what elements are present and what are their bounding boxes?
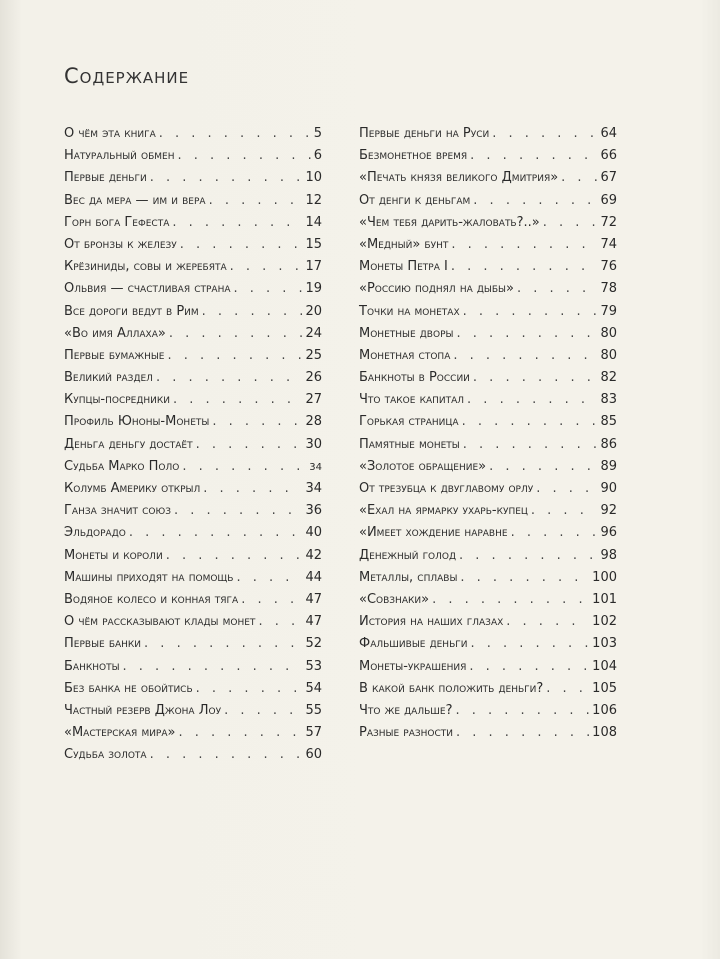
toc-entry-title: Частный резерв Джона Лоу bbox=[64, 702, 222, 718]
toc-dot-leader bbox=[456, 326, 597, 341]
toc-dot-leader bbox=[506, 614, 589, 629]
toc-dot-leader bbox=[224, 703, 302, 718]
toc-page-number: 44 bbox=[305, 569, 322, 585]
toc-page-number: 96 bbox=[600, 525, 617, 541]
toc-entry bbox=[64, 614, 322, 636]
toc-entry-title: Судьба Марко Поло bbox=[64, 458, 180, 474]
toc-page-number: 40 bbox=[305, 525, 322, 541]
toc-entry-title: История на наших глазах bbox=[359, 614, 504, 630]
toc-dot-leader bbox=[462, 414, 598, 429]
toc-entry bbox=[359, 193, 617, 215]
toc-page-number: 34 bbox=[309, 461, 322, 473]
toc-page-number: 78 bbox=[600, 281, 617, 297]
toc-page-number: 28 bbox=[305, 414, 322, 430]
toc-entry bbox=[64, 703, 322, 725]
toc-dot-leader bbox=[166, 548, 303, 563]
toc-page-number: 80 bbox=[600, 325, 617, 341]
toc-entry-title: «Во имя Аллаха» bbox=[64, 325, 166, 341]
toc-page-number: 34 bbox=[305, 481, 322, 496]
toc-entry bbox=[359, 481, 617, 503]
toc-page-number: 100 bbox=[592, 569, 617, 585]
toc-entry bbox=[64, 126, 322, 148]
toc-entry-title: Безмонетное время bbox=[359, 148, 468, 164]
toc-entry-title: Крёзиниды, совы и жеребята bbox=[64, 259, 227, 275]
toc-entry bbox=[359, 503, 617, 525]
toc-entry bbox=[359, 659, 617, 681]
toc-dot-leader bbox=[432, 592, 589, 607]
toc-dot-leader bbox=[156, 370, 303, 385]
toc-page-number: 26 bbox=[305, 370, 322, 386]
toc-dot-leader bbox=[159, 126, 311, 141]
toc-dot-leader bbox=[467, 392, 597, 407]
toc-entry bbox=[64, 281, 322, 303]
toc-entry bbox=[359, 548, 617, 570]
toc-dot-leader bbox=[236, 570, 302, 585]
toc-entry bbox=[64, 525, 322, 547]
toc-page-number: 98 bbox=[600, 547, 617, 563]
toc-entry-title: «Мастерская мира» bbox=[64, 725, 176, 741]
toc-entry-title: От денги к деньгам bbox=[359, 192, 471, 208]
toc-page-number: 102 bbox=[592, 614, 617, 630]
toc-dot-leader bbox=[169, 326, 303, 341]
toc-dot-leader bbox=[470, 148, 597, 163]
toc-entry bbox=[359, 614, 617, 636]
toc-dot-leader bbox=[258, 614, 302, 629]
toc-page-number: 106 bbox=[592, 702, 617, 718]
toc-entry bbox=[359, 636, 617, 658]
toc-entry bbox=[359, 570, 617, 592]
toc-entry bbox=[64, 636, 322, 658]
toc-dot-leader bbox=[150, 747, 303, 762]
toc-entry bbox=[64, 659, 322, 681]
toc-entry-title: Металлы, сплавы bbox=[359, 569, 458, 585]
toc-page-number: 19 bbox=[305, 281, 322, 297]
toc-page-number: 69 bbox=[600, 192, 617, 208]
toc-dot-leader bbox=[463, 304, 598, 319]
toc-entry bbox=[359, 681, 617, 703]
toc-dot-leader bbox=[473, 370, 598, 385]
toc-entry-title: Вес да мера — им и вера bbox=[64, 192, 206, 208]
toc-page-number: 54 bbox=[305, 680, 322, 696]
toc-entry bbox=[359, 592, 617, 614]
toc-entry-title: Первые деньги bbox=[64, 170, 147, 186]
toc-entry bbox=[64, 259, 322, 281]
toc-dot-leader bbox=[241, 592, 302, 607]
toc-dot-leader bbox=[209, 193, 303, 208]
toc-entry-title: Судьба золота bbox=[64, 747, 147, 763]
toc-dot-leader bbox=[196, 681, 303, 696]
toc-dot-leader bbox=[492, 126, 597, 141]
toc-dot-leader bbox=[531, 503, 598, 518]
toc-entry-title: Машины приходят на помощь bbox=[64, 569, 234, 585]
toc-entry bbox=[359, 459, 617, 481]
toc-entry bbox=[64, 570, 322, 592]
toc-entry-title: Первые деньги на Руси bbox=[359, 126, 490, 141]
toc-page-number: 42 bbox=[305, 547, 322, 563]
toc-entry bbox=[359, 281, 617, 303]
toc-entry bbox=[359, 414, 617, 436]
toc-entry-title: Банкноты в России bbox=[359, 370, 470, 386]
toc-dot-leader bbox=[172, 215, 302, 230]
toc-entry bbox=[359, 392, 617, 414]
toc-page-number: 108 bbox=[592, 725, 617, 741]
toc-entry-title: «Совзнаки» bbox=[359, 591, 430, 607]
toc-entry bbox=[64, 326, 322, 348]
toc-dot-leader bbox=[517, 281, 598, 296]
toc-page-number: 57 bbox=[305, 725, 322, 741]
toc-entry-title: «Чем тебя дарить-жаловать?..» bbox=[359, 214, 540, 230]
toc-dot-leader bbox=[203, 481, 302, 496]
toc-dot-leader bbox=[455, 703, 589, 718]
toc-entry-title: Горькая страница bbox=[359, 414, 459, 430]
toc-page-number: 52 bbox=[305, 636, 322, 652]
toc-dot-leader bbox=[168, 348, 303, 363]
toc-entry-title: В какой банк положить деньги? bbox=[359, 680, 544, 696]
toc-entry-title: Деньга деньгу достаёт bbox=[64, 436, 193, 452]
toc-entry bbox=[64, 481, 322, 503]
toc-dot-leader bbox=[178, 725, 302, 740]
toc-page-number: 105 bbox=[592, 680, 617, 696]
toc-entry bbox=[359, 237, 617, 259]
toc-page-number: 104 bbox=[592, 658, 617, 674]
toc-entry-title: Монеты и короли bbox=[64, 547, 163, 563]
toc-entry-title: «Ехал на ярмарку ухарь-купец bbox=[359, 503, 528, 519]
toc-entry bbox=[359, 348, 617, 370]
toc-entry-title: От бронзы к железу bbox=[64, 236, 177, 252]
toc-page-number: 67 bbox=[600, 170, 617, 186]
toc-entry bbox=[359, 126, 617, 148]
toc-dot-leader bbox=[150, 170, 303, 185]
toc-dot-leader bbox=[178, 148, 311, 163]
toc-entry bbox=[359, 525, 617, 547]
toc-dot-leader bbox=[561, 170, 597, 185]
toc-entry bbox=[64, 170, 322, 192]
toc-page-number: 101 bbox=[592, 591, 617, 607]
toc-entry bbox=[359, 215, 617, 237]
toc-entry-title: Разные разности bbox=[359, 725, 454, 741]
toc-entry-title: От трезубца к двуглавому орлу bbox=[359, 481, 534, 496]
toc-page-number: 60 bbox=[305, 747, 322, 763]
toc-page-number: 83 bbox=[600, 392, 617, 408]
toc-entry bbox=[64, 592, 322, 614]
toc-dot-leader bbox=[511, 525, 598, 540]
toc-page-number: 12 bbox=[305, 192, 322, 208]
toc-entry-title: Банкноты bbox=[64, 658, 120, 674]
toc-dot-leader bbox=[144, 636, 302, 651]
toc-entry bbox=[64, 681, 322, 703]
toc-page-number: 72 bbox=[600, 214, 617, 230]
toc-dot-leader bbox=[469, 659, 589, 674]
toc-entry-title: Натуральный обмен bbox=[64, 148, 175, 164]
toc-entry-title: «Печать князя великого Дмитрия» bbox=[359, 170, 559, 186]
toc-page-number: 36 bbox=[305, 503, 322, 519]
toc-dot-leader bbox=[202, 304, 303, 319]
toc-entry-title: Фальшивые деньги bbox=[359, 636, 468, 652]
toc-entry-title: Водяное колесо и конная тяга bbox=[64, 591, 239, 607]
toc-entry-title: «Россию поднял на дыбы» bbox=[359, 281, 514, 297]
toc-right-column bbox=[359, 126, 617, 747]
toc-page-number: 89 bbox=[600, 458, 617, 474]
toc-page-number: 47 bbox=[305, 614, 322, 630]
toc-entry bbox=[359, 725, 617, 747]
toc-entry-title: Колумб Америку открыл bbox=[64, 481, 201, 496]
toc-dot-leader bbox=[234, 281, 303, 296]
toc-dot-leader bbox=[459, 548, 597, 563]
toc-entry bbox=[359, 437, 617, 459]
toc-dot-leader bbox=[212, 414, 302, 429]
toc-entry bbox=[64, 459, 322, 481]
toc-page-number: 85 bbox=[600, 414, 617, 430]
toc-dot-leader bbox=[453, 348, 597, 363]
toc-dot-leader bbox=[456, 725, 589, 740]
toc-dot-leader bbox=[543, 215, 598, 230]
toc-entry bbox=[64, 747, 322, 769]
toc-entry bbox=[64, 503, 322, 525]
toc-page-number: 103 bbox=[592, 636, 617, 652]
toc-dot-leader bbox=[173, 392, 302, 407]
toc-page-number: 92 bbox=[600, 503, 617, 519]
toc-dot-leader bbox=[129, 525, 303, 540]
toc-entry bbox=[64, 392, 322, 414]
toc-entry-title: Купцы-посредники bbox=[64, 392, 171, 408]
toc-dot-leader bbox=[174, 503, 302, 518]
toc-entry-title: Что же дальше? bbox=[359, 702, 453, 718]
toc-page-number: 25 bbox=[305, 347, 322, 363]
toc-entry-title: «Медный» бунт bbox=[359, 236, 449, 252]
toc-page-number: 10 bbox=[305, 170, 322, 186]
toc-page-number: 76 bbox=[600, 259, 617, 275]
toc-entry bbox=[64, 548, 322, 570]
toc-entry bbox=[64, 148, 322, 170]
toc-entry bbox=[64, 348, 322, 370]
toc-page-number: 14 bbox=[305, 214, 322, 230]
toc-entry-title: Памятные монеты bbox=[359, 436, 460, 452]
toc-dot-leader bbox=[230, 259, 303, 274]
toc-page-number: 47 bbox=[305, 591, 322, 607]
toc-entry bbox=[359, 170, 617, 192]
toc-entry-title: Что такое капитал bbox=[359, 392, 465, 408]
toc-page-number: 30 bbox=[305, 436, 322, 452]
toc-page-number: 53 bbox=[305, 658, 322, 674]
toc-left-column bbox=[64, 126, 322, 769]
toc-dot-leader bbox=[460, 570, 589, 585]
toc-entry bbox=[64, 414, 322, 436]
toc-entry-title: Все дороги ведут в Рим bbox=[64, 303, 199, 319]
toc-entry-title: Первые банки bbox=[64, 636, 142, 652]
toc-entry bbox=[359, 370, 617, 392]
toc-entry bbox=[64, 304, 322, 326]
toc-entry bbox=[64, 437, 322, 459]
toc-entry-title: Монетные дворы bbox=[359, 325, 454, 341]
toc-entry-title: Точки на монетах bbox=[359, 303, 460, 319]
toc-entry-title: Первые бумажные bbox=[64, 347, 165, 363]
toc-entry-title: «Имеет хождение наравне bbox=[359, 525, 508, 541]
toc-dot-leader bbox=[470, 636, 589, 651]
toc-page-number: 24 bbox=[305, 325, 322, 341]
toc-dot-leader bbox=[473, 193, 597, 208]
toc-entry-title: Монеты-украшения bbox=[359, 658, 467, 674]
page-title: Содержание bbox=[64, 64, 190, 88]
toc-entry-title: Горн бога Гефеста bbox=[64, 214, 170, 230]
toc-entry-title: Великий раздел bbox=[64, 370, 153, 386]
toc-entry bbox=[359, 304, 617, 326]
toc-page-number: 27 bbox=[305, 392, 322, 408]
toc-dot-leader bbox=[123, 659, 303, 674]
toc-entry bbox=[359, 148, 617, 170]
toc-entry bbox=[359, 259, 617, 281]
toc-dot-leader bbox=[489, 459, 597, 474]
toc-entry-title: О чём рассказывают клады монет bbox=[64, 614, 256, 630]
toc-dot-leader bbox=[451, 237, 597, 252]
toc-entry-title: Профиль Юноны-Монеты bbox=[64, 414, 210, 430]
toc-dot-leader bbox=[451, 259, 598, 274]
toc-page-number: 64 bbox=[600, 126, 617, 141]
toc-page-number: 55 bbox=[305, 702, 322, 718]
toc-dot-leader bbox=[546, 681, 589, 696]
toc-page-number: 5 bbox=[313, 126, 322, 141]
toc-entry bbox=[64, 237, 322, 259]
toc-entry-title: Ольвия — счастливая страна bbox=[64, 281, 231, 297]
toc-entry-title: О чём эта книга bbox=[64, 126, 156, 141]
toc-entry bbox=[64, 370, 322, 392]
toc-page-number: 66 bbox=[600, 148, 617, 164]
toc-page-number: 80 bbox=[600, 347, 617, 363]
toc-dot-leader bbox=[196, 437, 303, 452]
toc-dot-leader bbox=[180, 237, 303, 252]
toc-page-number: 90 bbox=[600, 481, 617, 496]
toc-dot-leader bbox=[463, 437, 598, 452]
toc-dot-leader bbox=[182, 459, 306, 474]
toc-entry bbox=[359, 703, 617, 725]
toc-page-number: 17 bbox=[305, 259, 322, 275]
toc-page-number: 20 bbox=[305, 303, 322, 319]
toc-entry bbox=[64, 215, 322, 237]
toc-page-number: 79 bbox=[600, 303, 617, 319]
toc-entry-title: Денежный голод bbox=[359, 547, 457, 563]
toc-entry bbox=[359, 326, 617, 348]
toc-entry bbox=[64, 725, 322, 747]
toc-dot-leader bbox=[536, 481, 597, 496]
toc-entry-title: «Золотое обращение» bbox=[359, 458, 487, 474]
toc-entry-title: Монетная стопа bbox=[359, 347, 451, 363]
toc-entry-title: Без банка не обойтись bbox=[64, 680, 193, 696]
toc-entry bbox=[64, 193, 322, 215]
toc-entry-title: Ганза значит союз bbox=[64, 503, 171, 519]
toc-page-number: 15 bbox=[305, 236, 322, 252]
toc-entry-title: Монеты Петра I bbox=[359, 259, 448, 275]
toc-page-number: 86 bbox=[600, 436, 617, 452]
toc-page-number: 6 bbox=[313, 148, 322, 164]
toc-page-number: 82 bbox=[600, 370, 617, 386]
toc-page-number: 74 bbox=[600, 236, 617, 252]
toc-entry-title: Эльдорадо bbox=[64, 525, 126, 541]
